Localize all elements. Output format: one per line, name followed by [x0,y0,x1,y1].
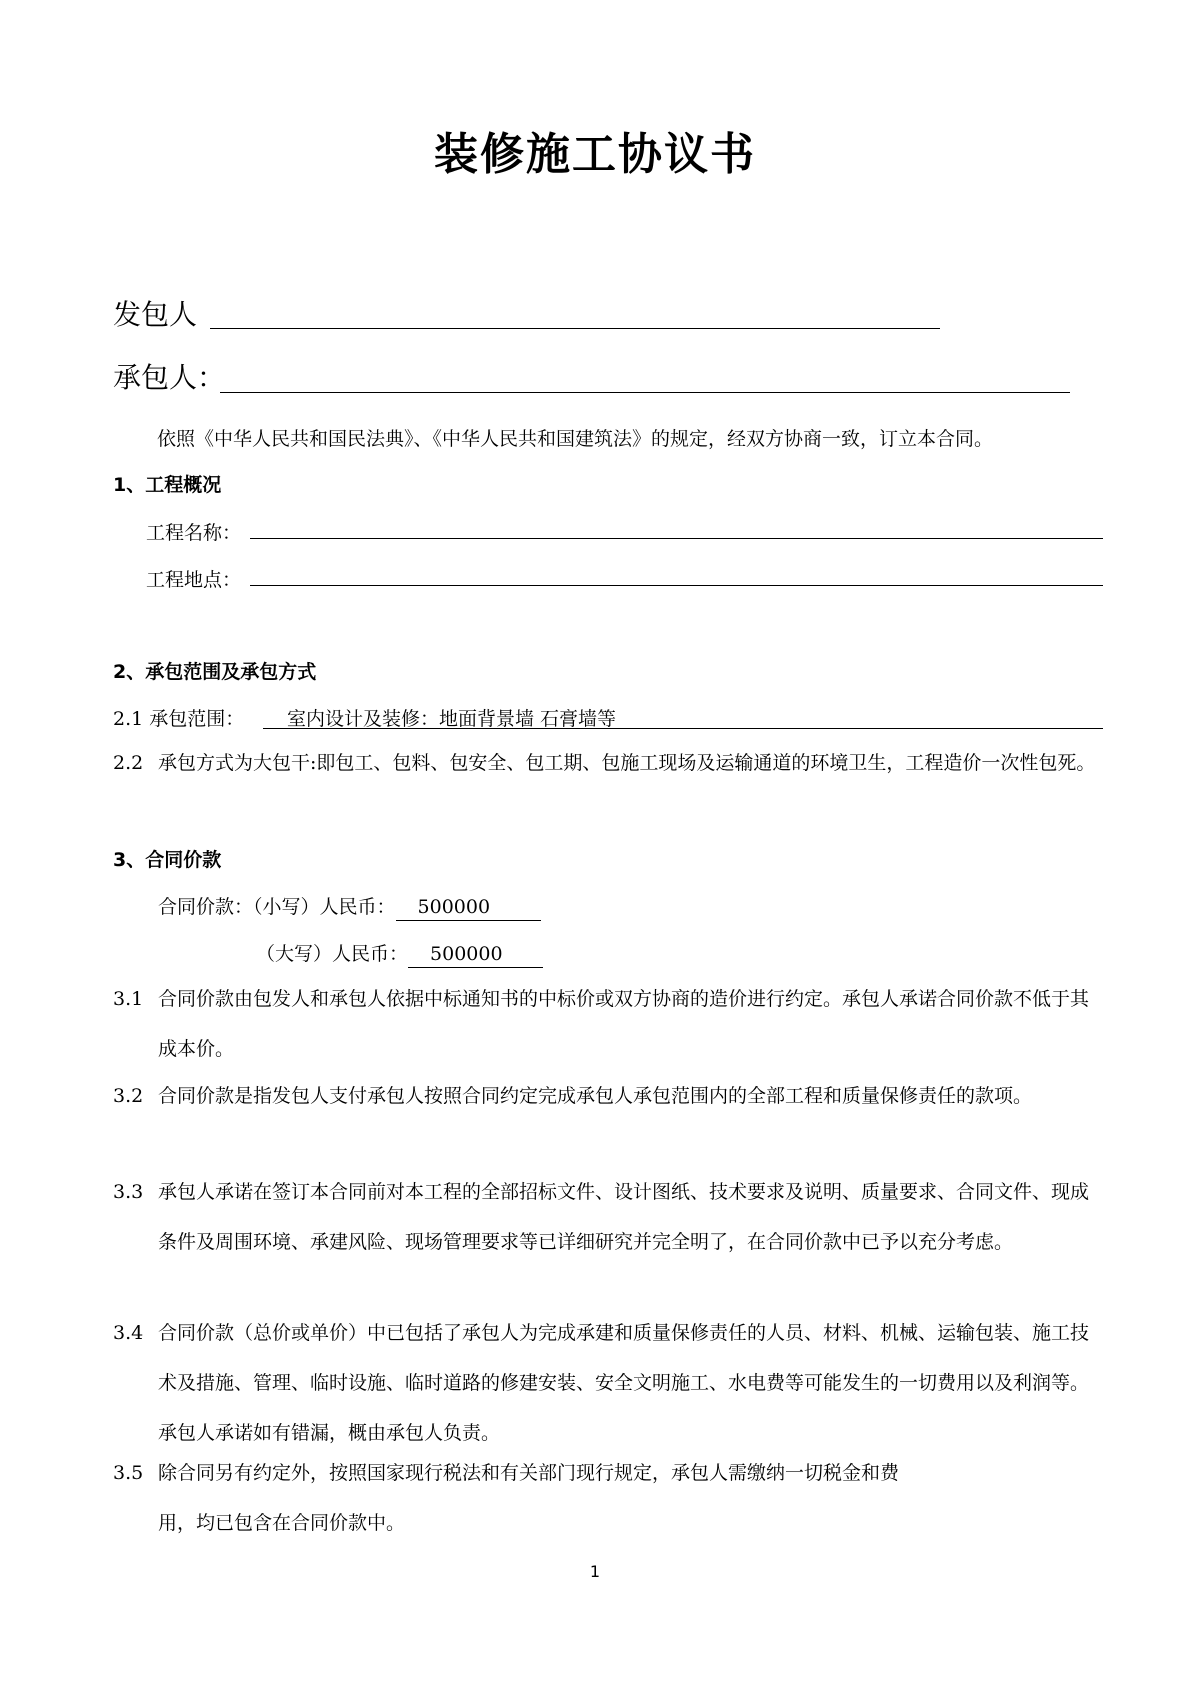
employer-label: 发包人 [113,298,198,331]
clause-number: 3.1 [113,988,144,1010]
clause-3-4 [113,1308,1103,1458]
page-title: 装修施工协议书 [434,129,756,180]
clause-number: 3.3 [113,1181,144,1203]
clause-2-2 [113,738,1103,788]
clause-number: 3.2 [113,1085,144,1107]
clause-3-1 [113,974,1103,1074]
clause-text: 合同价款由包发人和承包人依据中标通知书的中标价或双方协商的造价进行约定。承包人承诺合同价款不低于其成本价。 [158,988,1090,1060]
project-location-blank-line [250,585,1103,586]
clause-text: 合同价款（总价或单价）中已包括了承包人为完成承建和质量保修责任的人员、材料、机械、运输包装、施工技术及措施、管理、临时设施、临时道路的修建安装、安全文明施工、水电费等可能发生的一切费用以及利润等。承包人承诺如有错漏，概由承包人负责。 [158,1322,1090,1444]
contractor-label: 承包人： [113,361,226,394]
price-small-label: 合同价款：（小写）人民币： [158,896,396,918]
clause-number: 2.2 [113,752,144,774]
price-large-label: （大写）人民币： [256,943,409,965]
clause-number: 3.5 [113,1462,144,1484]
section2-heading: 2、承包范围及承包方式 [113,661,317,683]
clause-text: 承包人承诺在签订本合同前对本工程的全部招标文件、设计图纸、技术要求及说明、质量要求、合同文件、现成条件及周围环境、承建风险、现场管理要求等已详细研究并完全明了，在合同价款中已予以充分考虑。 [158,1181,1090,1253]
clause-3-2 [113,1071,1103,1121]
price-small-value: 500000 [396,894,541,921]
price-large-value: 500000 [408,941,543,968]
clause-text: 承包方式为大包干:即包工、包料、包安全、包工期、包施工现场及运输通道的环境卫生，工程造价一次性包死。 [158,752,1096,774]
intro-paragraph: 依照《中华人民共和国民法典》、《中华人民共和国建筑法》的规定，经双方协商一致，订立本合同。 [157,428,994,450]
page-number: 1 [589,1562,601,1581]
clause-text: 合同价款是指发包人支付承包人按照合同约定完成承包人承包范围内的全部工程和质量保修责任的款项。 [158,1085,1033,1107]
employer-blank-line [210,328,940,329]
contractor-blank-line [220,392,1070,393]
project-location-label: 工程地点： [146,569,242,591]
project-name-blank-line [250,538,1103,539]
section1-heading: 1、工程概况 [113,474,222,496]
price-small-row [158,892,541,921]
scope-label: 2.1 承包范围： [113,708,245,730]
scope-underline [263,728,1103,729]
clause-3-5 [113,1448,1103,1548]
price-large-row [256,939,543,968]
section3-heading: 3、合同价款 [113,849,222,871]
clause-number: 3.4 [113,1322,144,1344]
project-name-label: 工程名称： [146,522,242,544]
scope-value: 室内设计及装修：地面背景墙 石膏墙等 [287,708,617,730]
clause-text: 除合同另有约定外，按照国家现行税法和有关部门现行规定，承包人需缴纳一切税金和费用，均已包含在合同价款中。 [158,1462,900,1534]
clause-3-3 [113,1167,1103,1267]
